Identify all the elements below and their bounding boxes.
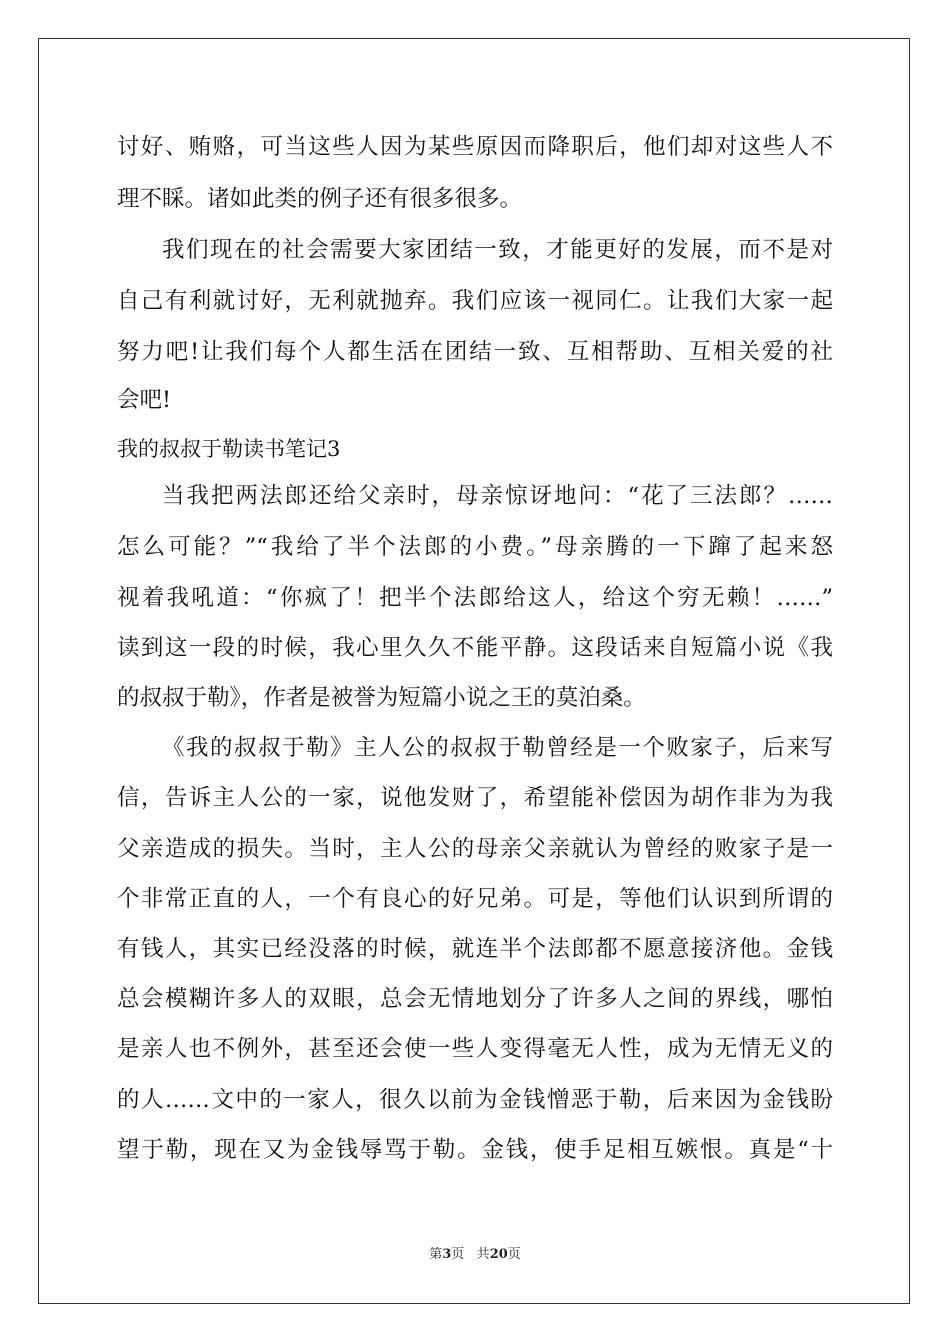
page-number: 3 [442, 1247, 452, 1262]
footer-total-prefix: 共 [476, 1247, 490, 1262]
text-line: 望于勒，现在又为金钱辱骂于勒。金钱，使手足相互嫉恨。真是“十 [117, 1137, 833, 1163]
text-line: 会吧! [117, 387, 172, 413]
section-heading: 我的叔叔于勒读书笔记3 [117, 437, 341, 461]
text-line: 个非常正直的人，一个有良心的好兄弟。可是，等他们认识到所谓的 [117, 886, 833, 912]
text-line: 理不睬。诸如此类的例子还有很多很多。 [117, 186, 523, 212]
text-line: 信，告诉主人公的一家，说他发财了，希望能补偿因为胡作非为为我 [117, 785, 833, 811]
text-line: 视着我吼道：“你疯了！把半个法郎给这人，给这个穷无赖！……” [117, 585, 833, 611]
footer-page-unit: 页 [451, 1247, 465, 1262]
page-footer [0, 1246, 950, 1264]
text-line: 的人……文中的一家人，很久以前为金钱憎恶于勒，后来因为金钱盼 [117, 1087, 833, 1113]
text-line: 我们现在的社会需要大家团结一致，才能更好的发展，而不是对 [162, 237, 833, 263]
text-line: 有钱人，其实已经没落的时候，就连半个法郎都不愿意接济他。金钱 [117, 936, 833, 962]
text-line: 总会模糊许多人的双眼，总会无情地划分了许多人之间的界线，哪怕 [117, 986, 833, 1012]
footer-total-unit: 页 [507, 1247, 521, 1262]
text-line: 努力吧!让我们每个人都生活在团结一致、互相帮助、互相关爱的社 [117, 339, 833, 365]
text-line: 父亲造成的损失。当时，主人公的母亲父亲就认为曾经的败家子是一 [117, 836, 833, 862]
text-line: 讨好、贿赂，可当这些人因为某些原因而降职后，他们却对这些人不 [117, 134, 833, 160]
footer-prefix: 第 [429, 1247, 443, 1262]
total-pages: 20 [489, 1247, 508, 1262]
text-line: 当我把两法郎还给父亲时，母亲惊讶地问：“花了三法郎？…… [162, 483, 833, 509]
text-line: 的叔叔于勒》，作者是被誉为短篇小说之王的莫泊桑。 [117, 685, 646, 711]
text-line: 自己有利就讨好，无利就抛弃。我们应该一视同仁。让我们大家一起 [117, 288, 833, 314]
text-line: 怎么可能？”“我给了半个法郎的小费。”母亲腾的一下蹿了起来怒 [117, 534, 833, 560]
text-line: 是亲人也不例外，甚至还会使一些人变得毫无人性，成为无情无义的 [117, 1036, 833, 1062]
text-line: 《我的叔叔于勒》主人公的叔叔于勒曾经是一个败家子，后来写 [162, 735, 833, 761]
text-line: 读到这一段的时候，我心里久久不能平静。这段话来自短篇小说《我 [117, 635, 833, 661]
